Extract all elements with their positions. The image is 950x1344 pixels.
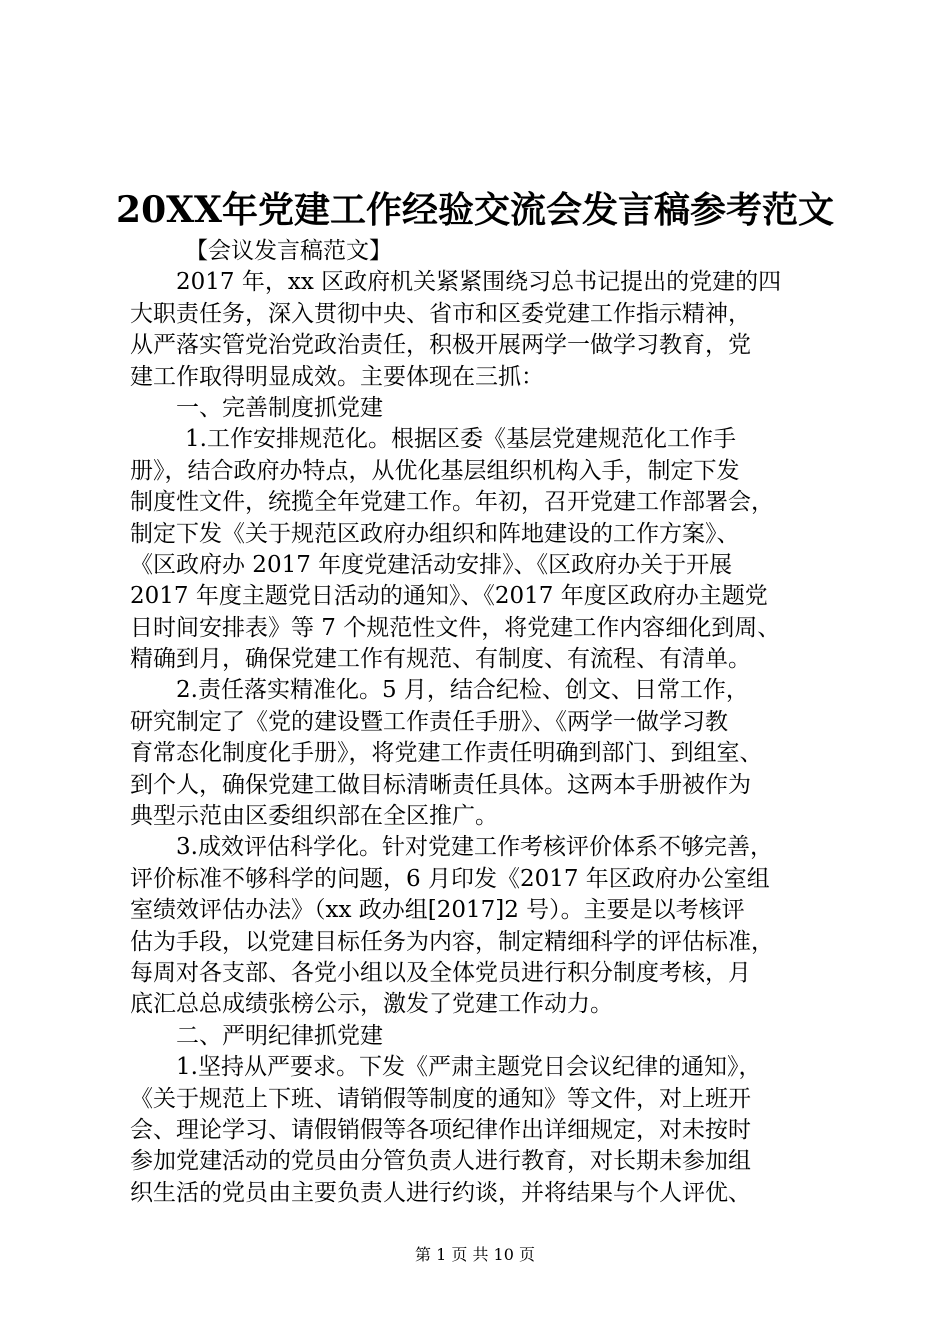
body-line: 典型示范由区委组织部在全区推广。: [130, 803, 498, 830]
body-line: 精确到月，确保党建工作有规范、有制度、有流程、有清单。: [130, 646, 751, 673]
body-line: 二、严明纪律抓党建: [176, 1022, 383, 1049]
body-line: 会、理论学习、请假销假等各项纪律作出详细规定，对未按时: [130, 1116, 751, 1143]
body-line: 3.成效评估科学化。针对党建工作考核评价体系不够完善，: [176, 834, 773, 861]
body-line: 织生活的党员由主要负责人进行约谈，并将结果与个人评优、: [130, 1179, 751, 1206]
body-line: 室绩效评估办法》（xx 政办组[2017]2 号）。主要是以考核评: [130, 897, 745, 924]
body-line: 评价标准不够科学的问题，6 月印发《2017 年区政府办公室组: [130, 865, 770, 892]
body-line: 一、完善制度抓党建: [176, 394, 383, 421]
body-line: 从严落实管党治党政治责任，积极开展两学一做学习教育，党: [130, 332, 751, 359]
body-line: 2.责任落实精准化。5 月，结合纪检、创文、日常工作，: [176, 677, 749, 704]
body-line: 参加党建活动的党员由分管负责人进行教育，对长期未参加组: [130, 1148, 751, 1175]
body-line: 育常态化制度化手册》，将党建工作责任明确到部门、到组室、: [130, 740, 763, 767]
body-line: 《区政府办 2017 年度党建活动安排》、《区政府办关于开展: [130, 551, 733, 578]
body-line: 估为手段，以党建目标任务为内容，制定精细科学的评估标准，: [130, 928, 774, 955]
body-line: 2017 年，xx 区政府机关紧紧围绕习总书记提出的党建的四: [176, 269, 782, 296]
body-line: 每周对各支部、各党小组以及全体党员进行积分制度考核，月: [130, 959, 751, 986]
body-line: 建工作取得明显成效。主要体现在三抓：: [130, 363, 544, 390]
body-line: 【会议发言稿范文】: [185, 238, 392, 264]
body-line: 研究制定了《党的建设暨工作责任手册》、《两学一做学习教: [130, 708, 728, 735]
body-line: 制度性文件，统揽全年党建工作。年初，召开党建工作部署会，: [130, 489, 774, 516]
body-line: 1.工作安排规范化。根据区委《基层党建规范化工作手: [185, 426, 736, 453]
body-line: 1.坚持从严要求。下发《严肃主题党日会议纪律的通知》，: [176, 1054, 762, 1081]
body-line: 大职责任务，深入贯彻中央、省市和区委党建工作指示精神，: [130, 300, 751, 327]
page-footer: 第 1 页 共 10 页: [415, 1245, 535, 1264]
document-title: 20XX年党建工作经验交流会发言稿参考范文: [116, 189, 834, 231]
body-line: 日时间安排表》等 7 个规范性文件，将党建工作内容细化到周、: [130, 614, 781, 641]
body-line: 底汇总总成绩张榜公示，激发了党建工作动力。: [130, 991, 613, 1018]
body-line: 到个人，确保党建工做目标清晰责任具体。这两本手册被作为: [130, 771, 751, 798]
body-line: 制定下发《关于规范区政府办组织和阵地建设的工作方案》、: [130, 520, 740, 547]
body-line: 《关于规范上下班、请销假等制度的通知》等文件，对上班开: [130, 1085, 751, 1112]
document-body: [130, 236, 830, 1209]
body-line: 册》，结合政府办特点，从优化基层组织机构入手，制定下发: [130, 457, 740, 484]
body-line: 2017 年度主题党日活动的通知》、《2017 年度区政府办主题党: [130, 583, 768, 610]
